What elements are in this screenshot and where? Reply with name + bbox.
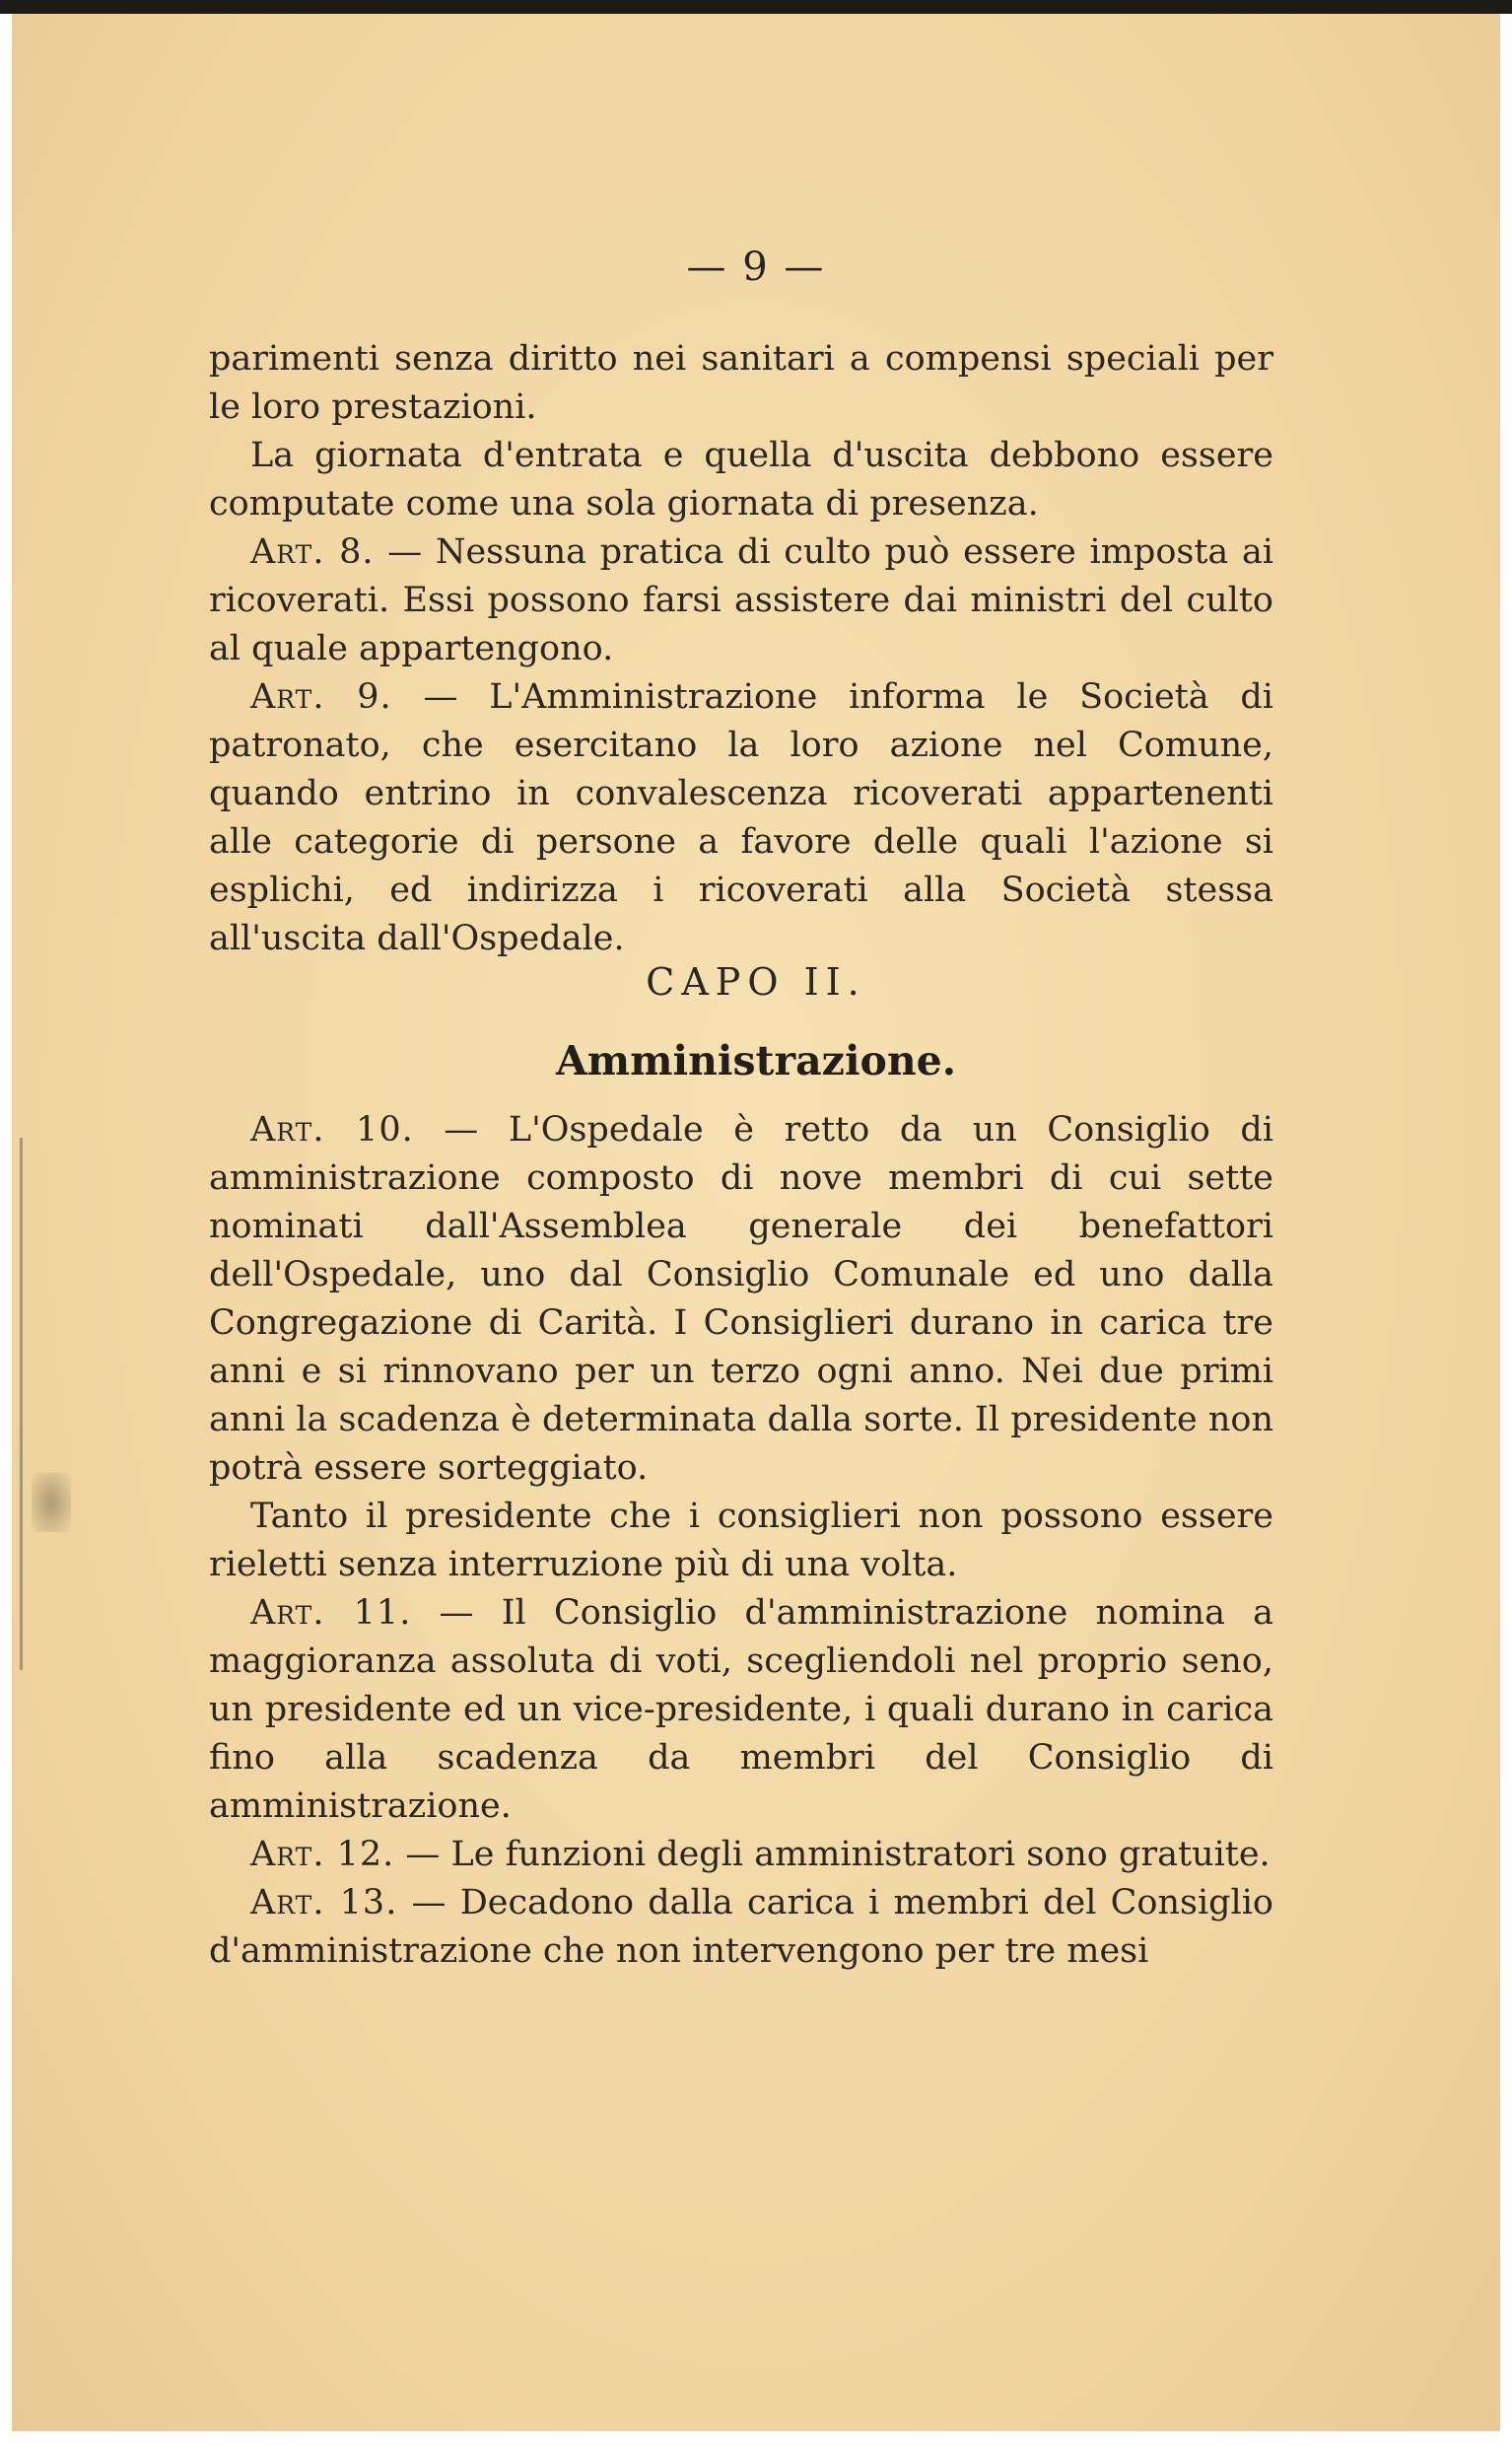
section-title: Amministrazione. [555,1037,957,1084]
article-13 [209,1879,1273,1976]
article-text: — Le funzioni degli amministratori sono gratuite. [394,1835,1271,1874]
paragraph-continuation [209,335,1273,432]
scan-border [0,0,1512,14]
article-11 [209,1589,1273,1831]
article-label: Art. 12. [250,1835,395,1874]
binding-marks [20,1138,29,1670]
paragraph-text: parimenti senza diritto nei sanitari a compensi speciali per le loro prestazioni. [209,339,1273,427]
article-10 [209,1106,1273,1493]
paper-stain [32,1473,71,1532]
article-text: — L'Ospedale è retto da un Consiglio di amministrazione composto di nove membri di cui sette nominati dall'Assemblea generale dei benefattori dell'Ospedale, uno dal Consiglio Comunale ed uno dalla Congregazione di Carità. I Consiglieri durano in carica tre anni e si rinnovano per un terzo ogni anno. Nei due primi anni la scadenza è determinata dalla sorte. Il presidente non potrà essere sorteggiato. [209,1110,1273,1488]
article-12 [209,1831,1273,1879]
article-text: — Il Consiglio d'amministrazione nomina a maggioranza assoluta di voti, scegliendoli nel proprio seno, un presidente ed un vice-presidente, i quali durano in carica fino alla scadenza da membri del Consiglio di amministrazione. [209,1593,1273,1826]
article-8 [209,528,1273,673]
paragraph [209,432,1273,528]
text-block-bottom [209,1106,1273,1976]
paragraph-text: Tanto il presidente che i consiglieri non possono essere rieletti senza interruzione più di una volta. [209,1497,1273,1584]
page-number: — 9 — [686,244,826,290]
text-block-top [209,335,1273,963]
article-label: Art. 13. [250,1883,398,1922]
article-text: — Decadono dalla carica i membri del Consiglio d'amministrazione che non intervengono per tre mesi [209,1883,1274,1971]
article-label: Art. 8. [250,532,375,572]
article-text: — Nessuna pratica di culto può essere imposta ai ricoverati. Essi possono farsi assistere dai ministri del culto al quale appartengono. [209,532,1274,668]
article-label: Art. 11. [250,1593,412,1633]
article-label: Art. 10. [250,1110,414,1150]
article-text: — L'Amministrazione informa le Società di patronato, che esercitano la loro azione nel Comune, quando entrino in convalescenza ricoverati appartenenti alle categorie di persone a favore delle quali l'azione si esplichi, ed indirizza i ricoverati alla Società stessa all'uscita dall'Ospedale. [209,677,1273,958]
chapter-heading: CAPO II. [646,960,866,1004]
article-9 [209,673,1273,963]
article-label: Art. 9. [250,677,392,717]
paragraph-text: La giornata d'entrata e quella d'uscita debbono essere computate come una sola giornata di presenza. [209,436,1273,524]
paragraph [209,1493,1273,1589]
